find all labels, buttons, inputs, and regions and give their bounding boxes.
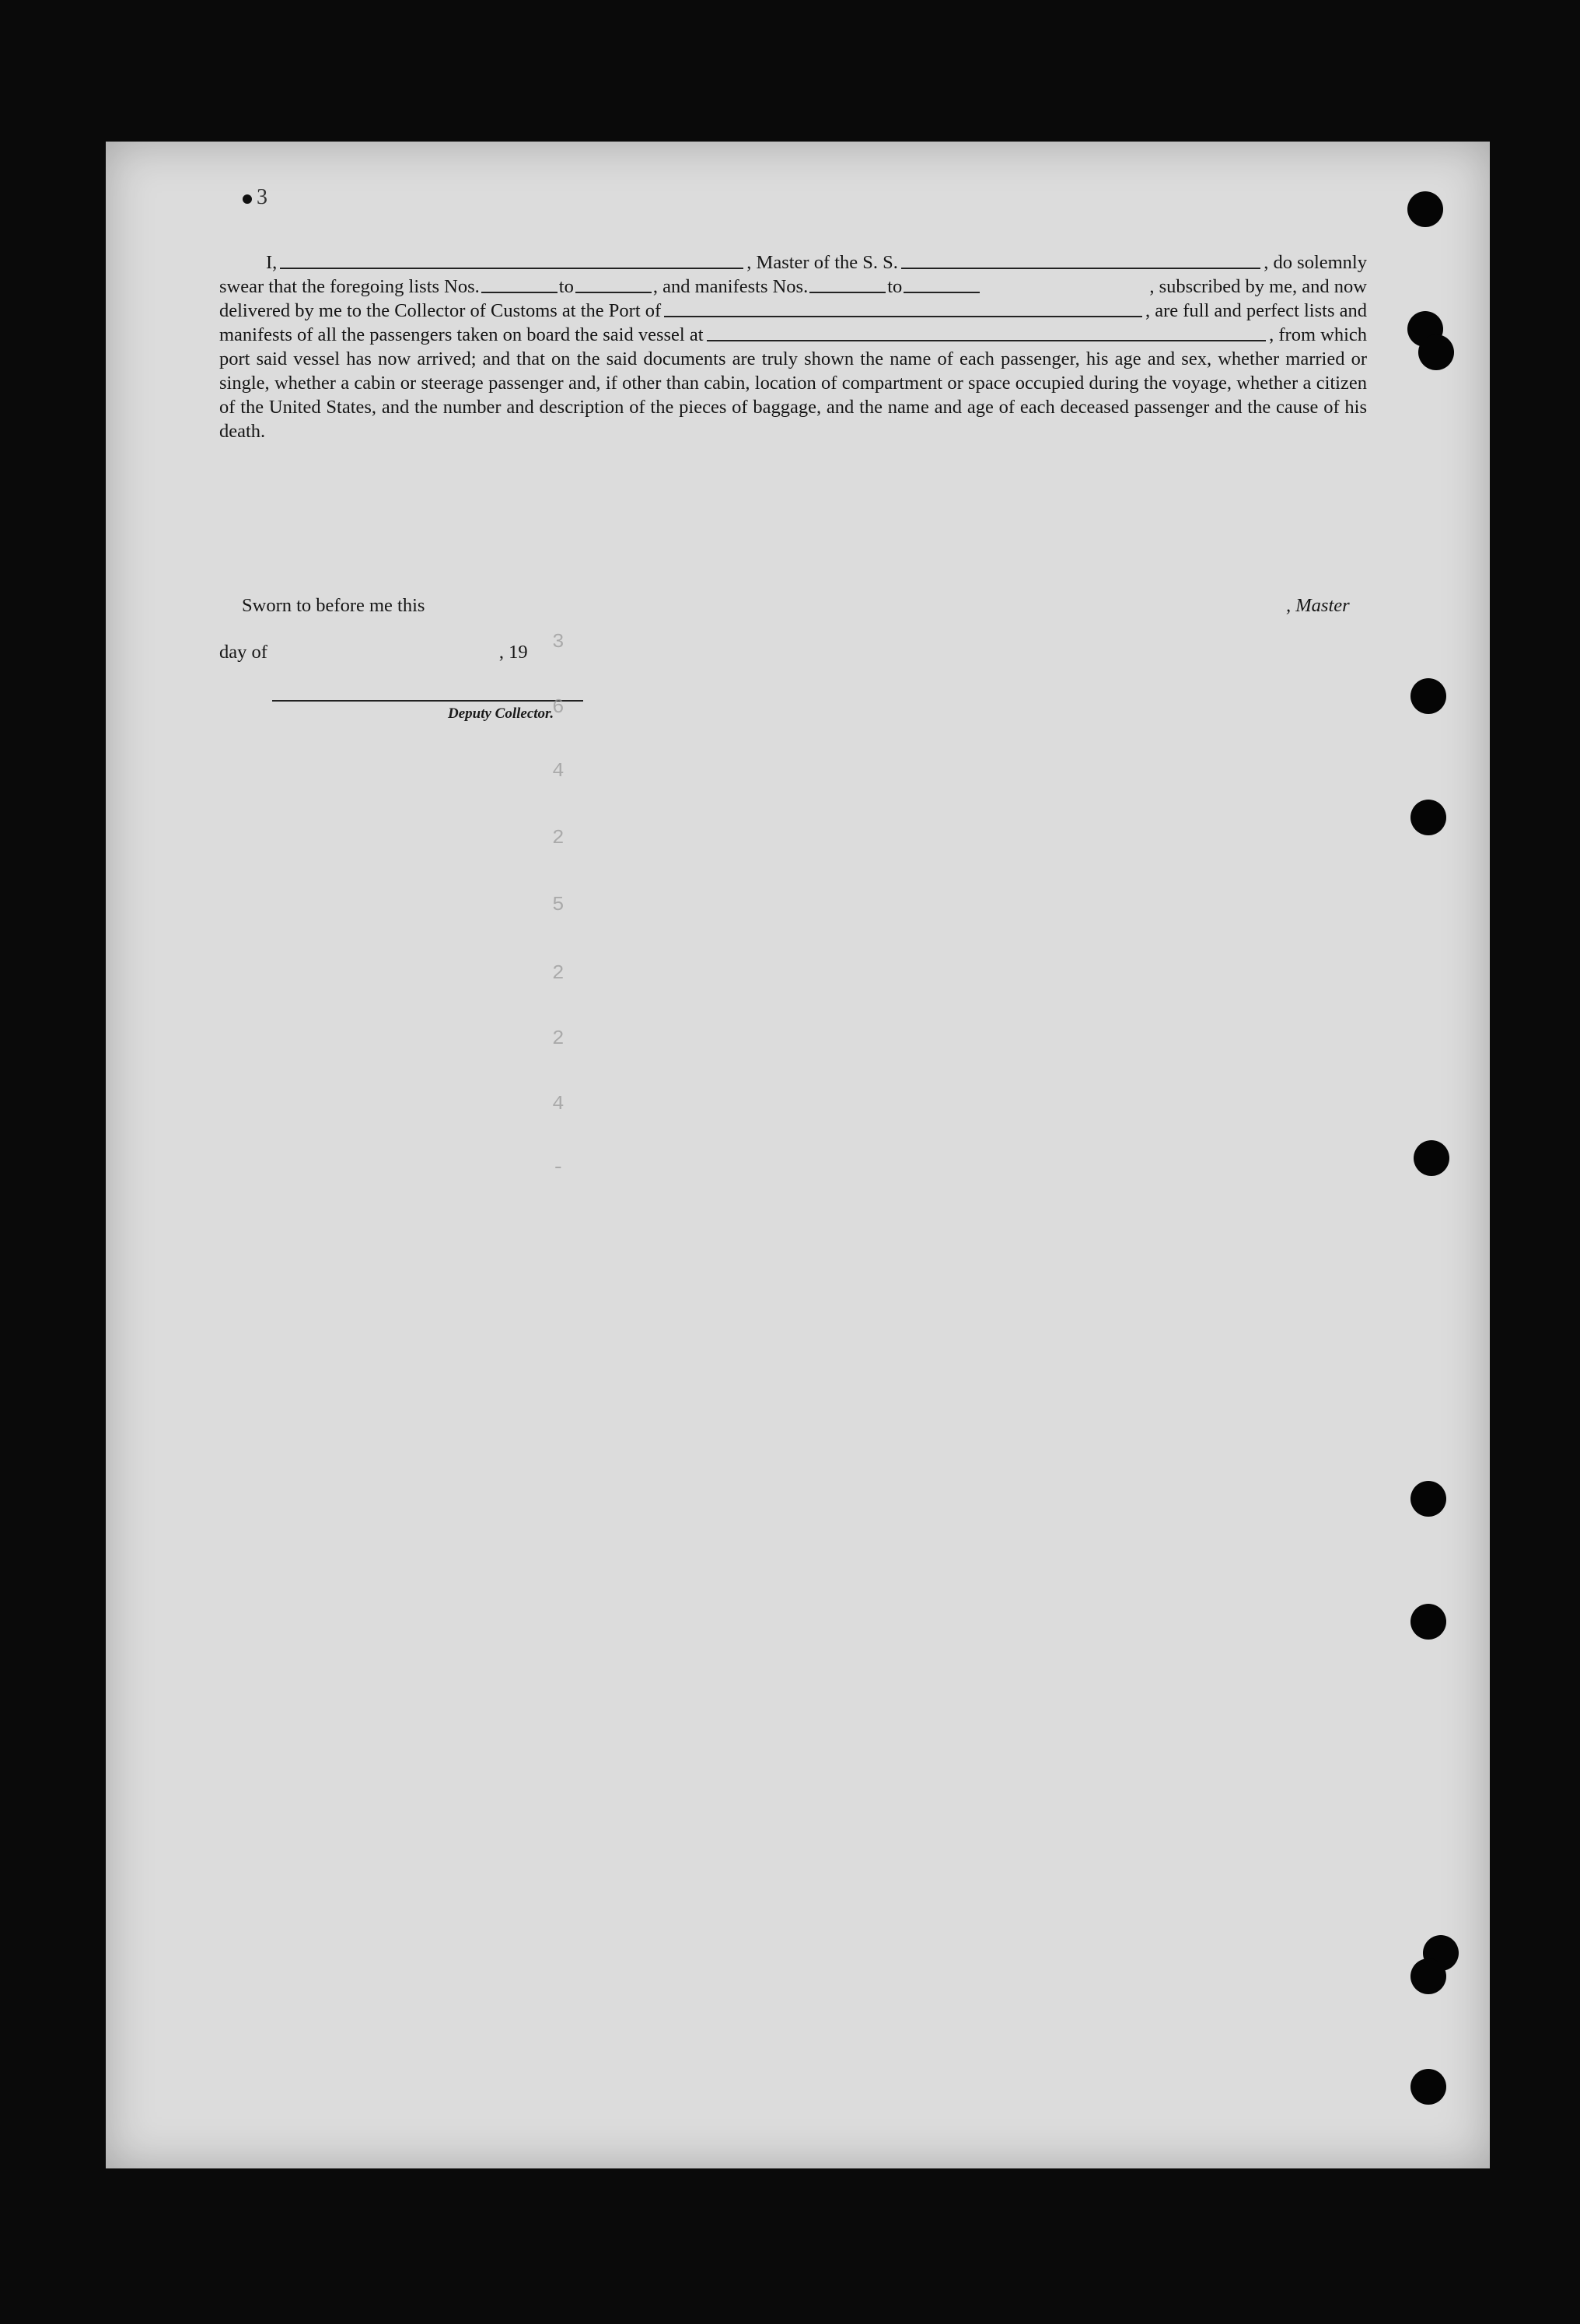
bleed-through-number: 2 <box>552 826 565 849</box>
ship-name-blank <box>901 267 1260 269</box>
bleed-through-number: 5 <box>552 893 565 916</box>
list-from-blank <box>481 291 558 293</box>
document-page <box>106 142 1490 2168</box>
binder-hole-icon <box>1410 1604 1446 1640</box>
sworn-label: Sworn to before me this <box>242 595 425 616</box>
master-of-label: , Master of the S. S. <box>746 252 898 273</box>
deputy-collector-label: Deputy Collector. <box>448 705 554 722</box>
bleed-through-number: 6 <box>552 695 565 719</box>
to-label-1: to <box>558 276 574 297</box>
manifest-to-blank <box>904 291 980 293</box>
from-which-label: , from which <box>1269 324 1367 345</box>
swear-label: swear that the foregoing lists Nos. <box>219 276 480 297</box>
binder-hole-icon <box>1418 334 1454 370</box>
oath-body-text: port said vessel has now arrived; and that on the said documents are truly shown the name of each passenger, his age and sex, whether married or single, whether a cabin or steerage passenger and, if other than cabin, location of compartment or space occupied during the voyage, whether a citizen of the United States, and the number and description of the pieces of baggage, and the name and age of each deceased passenger and the cause of his death. <box>219 348 1367 442</box>
binder-hole-icon <box>1410 678 1446 714</box>
master-name-blank <box>280 267 743 269</box>
manifest-from-blank <box>809 291 886 293</box>
page-number-mark <box>243 185 267 210</box>
oath-opening: I, <box>266 252 278 273</box>
embark-port-blank <box>707 339 1267 341</box>
master-signature-line <box>883 595 1350 617</box>
delivered-label: delivered by me to the Collector of Customs at the Port of <box>219 300 662 321</box>
oath-line-3 <box>219 299 1367 323</box>
oath-line-2 <box>219 275 1367 299</box>
page-number: 3 <box>257 185 267 209</box>
bullet-dot-icon <box>243 194 252 204</box>
bleed-through-number: 2 <box>552 1027 565 1050</box>
port-blank <box>664 315 1142 317</box>
binder-hole-icon <box>1407 191 1443 227</box>
bleed-through-number: 2 <box>552 961 565 985</box>
oath-line-1 <box>219 250 1367 275</box>
bleed-through-number: 3 <box>552 630 565 653</box>
bleed-through-number: 4 <box>552 1092 565 1115</box>
to-label-2: to <box>887 276 903 297</box>
do-solemnly-label: , do solemnly <box>1264 252 1367 273</box>
sworn-line <box>242 595 549 617</box>
manifests-of-label: manifests of all the passengers taken on board the said vessel at <box>219 324 704 345</box>
binder-hole-icon <box>1414 1140 1449 1176</box>
year-prefix-label: , 19 <box>498 642 528 663</box>
day-of-label: day of <box>219 642 267 663</box>
deputy-signature-line <box>272 700 583 702</box>
binder-hole-icon <box>1410 1958 1446 1994</box>
oath-line-4 <box>219 323 1367 347</box>
are-full-label: , are full and perfect lists and <box>1145 300 1367 321</box>
binder-hole-icon <box>1410 2069 1446 2105</box>
day-of-line <box>219 642 578 663</box>
subscribed-label: , subscribed by me, and now <box>1149 276 1367 297</box>
list-to-blank <box>575 291 652 293</box>
bleed-through-number: 4 <box>552 759 565 782</box>
oath-paragraph <box>219 250 1367 443</box>
bleed-through-number: - <box>552 1156 565 1179</box>
binder-hole-icon <box>1410 800 1446 835</box>
and-manifests-label: , and manifests Nos. <box>652 276 809 297</box>
binder-hole-icon <box>1410 1481 1446 1517</box>
master-label: , Master <box>1286 595 1350 616</box>
